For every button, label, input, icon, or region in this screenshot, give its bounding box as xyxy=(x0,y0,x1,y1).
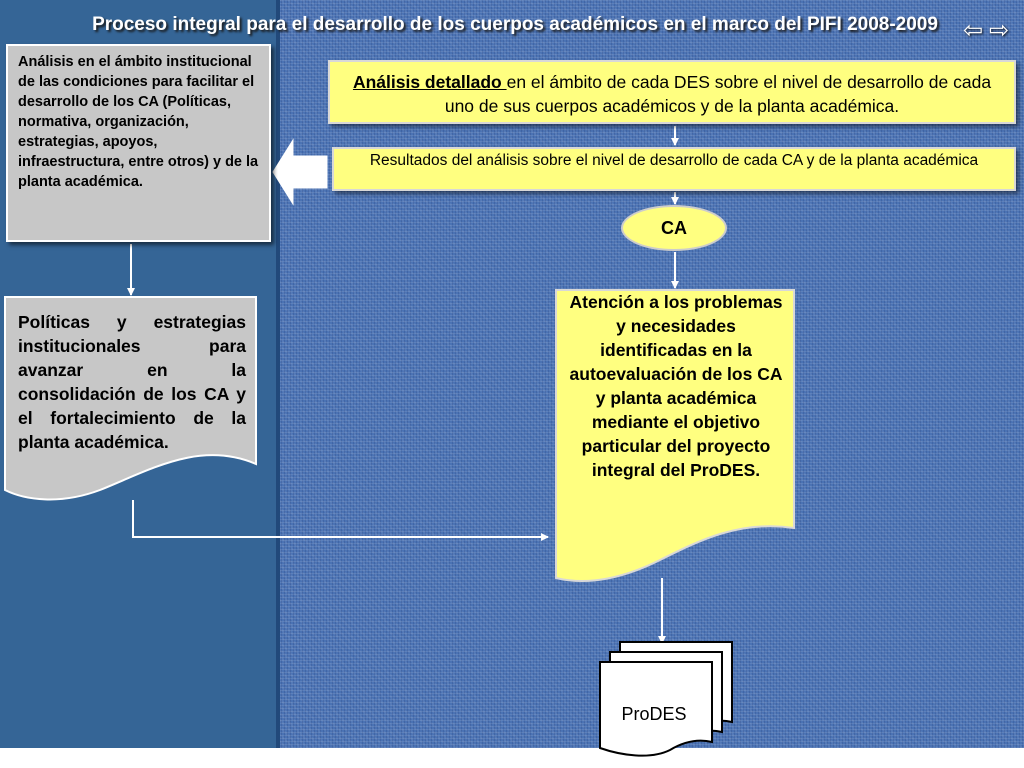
connector-policies-attention xyxy=(133,500,548,537)
forward-arrow-icon[interactable]: ⇨ xyxy=(988,17,1010,44)
prodes-label: ProDES xyxy=(621,704,687,724)
analysis-results-box: Resultados del análisis sobre el nivel de desarrollo de cada CA y de la planta académica xyxy=(332,147,1016,191)
detailed-analysis-text: en el ámbito de cada DES sobre el nivel de desarrollo de cada uno de sus cuerpos académicos y de la planta académica. xyxy=(444,72,992,116)
attention-text: Atención a los problemas y necesidades identificadas en la autoevaluación de los CA y planta académica mediante el objetivo particular del proyecto integral del ProDES. xyxy=(569,292,783,480)
detailed-analysis-emphasis: Análisis detallado xyxy=(352,72,507,92)
left-block-arrow xyxy=(273,140,327,204)
prodes-multidocument-shape xyxy=(600,642,732,756)
slide-title: Proceso integral para el desarrollo de los cuerpos académicos en el marco del PIFI 2008-2009 xyxy=(92,14,938,35)
back-arrow-icon[interactable]: ⇦ xyxy=(962,17,984,44)
detailed-analysis-box xyxy=(328,60,1016,124)
institutional-analysis-box: Análisis en el ámbito institucional de las condiciones para facilitar el desarrollo de los CA (Políticas, normativa, organización, estrategias, apoyos, infraestructura, entre otros) y de la planta académica. xyxy=(6,44,271,242)
policies-text: Políticas y estrategias institucionales para avanzar en la consolidación de los CA y el fortalecimiento de la planta académica. xyxy=(18,312,246,452)
ca-node: CA xyxy=(621,205,727,251)
